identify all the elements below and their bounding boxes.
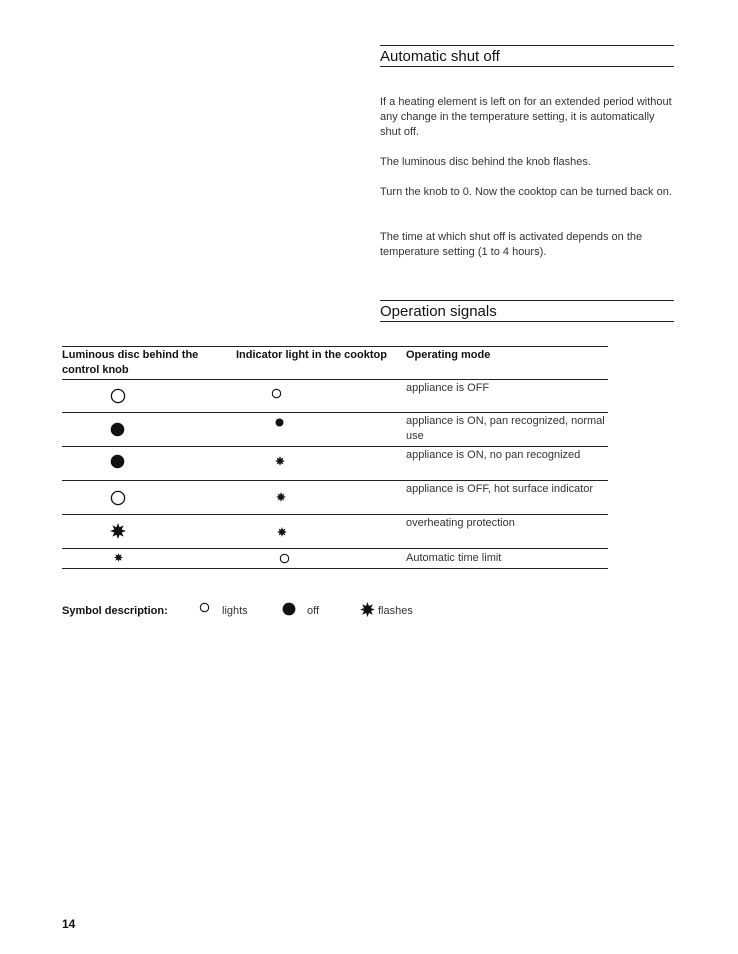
table-row [62,481,608,515]
auto-shutoff-paragraph-4: The time at which shut off is activated depends on the temperature setting (1 to 4 hours). [380,231,643,258]
lights-icon [279,553,290,564]
symbol-description [62,603,482,621]
off-icon [110,422,125,437]
auto-shutoff-paragraph-1: If a heating element is left on for an extended period without any change in the temperature setting, it is automatically shut off. [380,96,672,138]
header-indicator-light: Indicator light in the cooktop [236,349,387,361]
symbol-description-label: Symbol description: [62,605,168,617]
operating-mode-text: overheating protection [406,517,515,529]
flashes-icon [114,553,123,562]
off-icon [282,602,296,616]
operating-mode-text: Automatic time limit [406,552,502,564]
page-number: 14 [62,917,76,931]
legend-lights-text: lights [222,605,248,617]
lights-icon [199,602,210,613]
table-row [62,447,608,481]
table-row [62,515,608,549]
operating-mode-text: appliance is ON, pan recognized, normal use [406,415,605,442]
flashes-icon [277,527,287,537]
operating-mode-text: appliance is OFF, hot surface indicator [406,483,594,495]
header-operating-mode: Operating mode [406,349,491,361]
table-row [62,380,608,413]
lights-icon [110,490,126,506]
auto-shutoff-paragraph-3: Turn the knob to 0. Now the cooktop can be turned back on. [380,186,672,198]
table-row [62,549,608,569]
legend-off-text: off [307,605,320,617]
operation-signals-table [62,346,608,569]
table-header-row [62,347,608,380]
lights-icon [271,388,282,399]
flashes-icon [110,523,126,539]
off-icon [110,454,125,469]
table-row [62,413,608,447]
header-luminous-disc: Luminous disc behind the control knob [62,349,199,376]
legend-flashes-text: flashes [378,605,413,617]
operation-signals-heading: Operation signals [380,300,674,322]
auto-shutoff-heading: Automatic shut off [380,45,674,67]
flashes-icon [360,602,375,617]
auto-shutoff-paragraph-2: The luminous disc behind the knob flashes. [380,156,591,168]
operating-mode-text: appliance is OFF [406,382,490,394]
flashes-icon [276,492,286,502]
off-icon [275,418,284,427]
operating-mode-text: appliance is ON, no pan recognized [406,449,581,461]
flashes-icon [275,456,285,466]
lights-icon [110,388,126,404]
